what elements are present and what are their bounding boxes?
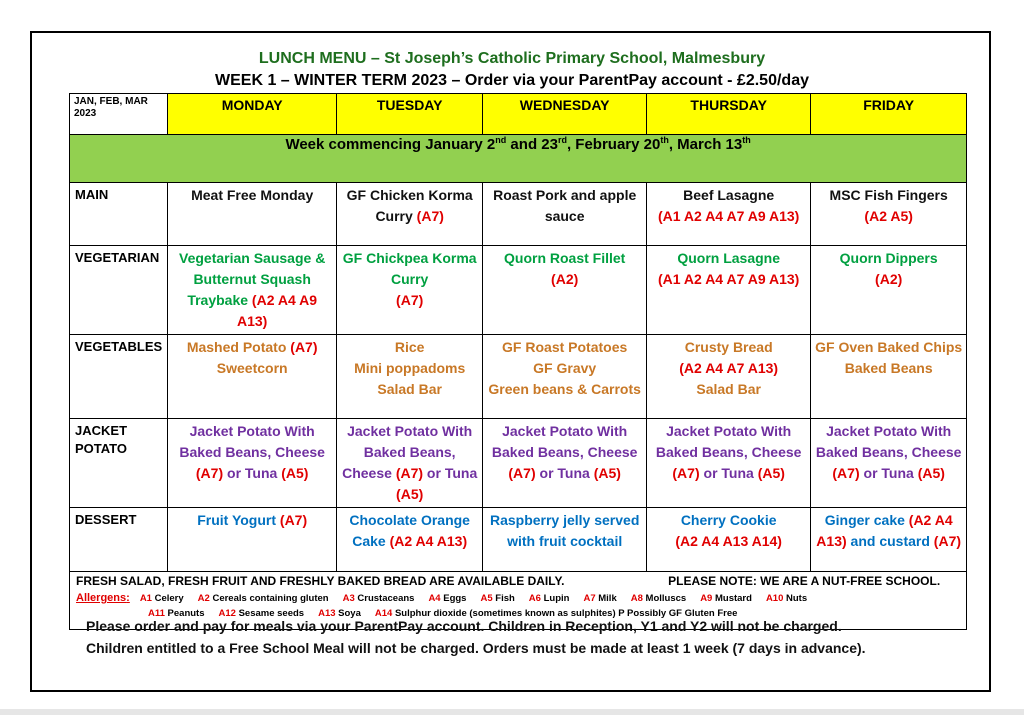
day-friday: FRIDAY	[811, 94, 967, 135]
menu-text: (A5)	[396, 486, 424, 502]
menu-row-main	[70, 183, 967, 246]
menu-cell	[483, 419, 647, 508]
menu-text: GF Chickpea Korma Curry	[342, 250, 477, 287]
menu-cell	[337, 508, 483, 572]
menu-text: Meat Free Monday	[191, 187, 314, 203]
menu-cell	[337, 419, 483, 508]
menu-cell	[811, 246, 967, 335]
menu-text: Crusty Bread	[684, 339, 773, 355]
menu-text: Quorn Roast Fillet	[504, 250, 626, 266]
menu-table	[69, 93, 967, 630]
menu-text: Mini poppadoms	[354, 360, 466, 376]
allergen-item: A8 Molluscs	[630, 593, 687, 604]
menu-text: (A7)	[933, 533, 962, 549]
menu-cell	[483, 246, 647, 335]
allergen-item: A14 Sulphur dioxide (sometimes known as sulphites) P Possibly GF Gluten Free	[374, 608, 738, 619]
menu-text: and custard	[846, 533, 934, 549]
menu-cell	[811, 419, 967, 508]
allergen-item: A7 Milk	[583, 593, 617, 604]
menu-cell	[811, 335, 967, 419]
row-label: DESSERT	[70, 508, 168, 572]
allergen-item: A5 Fish	[480, 593, 515, 604]
menu-text: (A7)	[672, 465, 700, 481]
menu-cell	[168, 246, 337, 335]
menu-text: or Tuna	[699, 465, 758, 481]
menu-cell	[647, 246, 811, 335]
menu-text: or Tuna	[535, 465, 594, 481]
menu-cell	[168, 419, 337, 508]
allergen-item: A4 Eggs	[428, 593, 467, 604]
menu-cell	[168, 508, 337, 572]
menu-text: GF Roast Potatoes	[502, 339, 628, 355]
menu-text: Salad Bar	[377, 381, 442, 397]
menu-text: (A5)	[917, 465, 945, 481]
menu-text: Vegetarian Sausage & Butternut Squash Traybake	[179, 250, 326, 308]
menu-text: (A2 A4 A9 A13)	[236, 292, 318, 329]
menu-row-dessert	[70, 508, 967, 572]
menu-text: (A2 A4 A13)	[389, 533, 468, 549]
menu-text: (A7)	[195, 465, 224, 481]
day-thursday: THURSDAY	[647, 94, 811, 135]
menu-text: (A7)	[416, 208, 444, 224]
menu-text: Quorn Lasagne	[677, 250, 781, 266]
page-bottom-edge	[0, 709, 1024, 715]
row-label: VEGETABLES	[70, 335, 168, 419]
menu-row-vegetarian	[70, 246, 967, 335]
menu-text: (A2 A4 A7 A13)	[679, 360, 779, 376]
menu-text: (A7)	[832, 465, 860, 481]
menu-cell	[483, 335, 647, 419]
fresh-note: FRESH SALAD, FRESH FRUIT AND FRESHLY BAKED BREAD ARE AVAILABLE DAILY.	[76, 574, 565, 588]
allergen-item: A3 Crustaceans	[342, 593, 415, 604]
menu-text: (A7)	[395, 465, 424, 481]
week-commencing-row	[70, 135, 967, 183]
free-meal-note: Children entitled to a Free School Meal will not be charged. Orders must be made at least 1 week (7 days in advance).	[86, 640, 866, 656]
menu-cell	[647, 419, 811, 508]
term-label: JAN, FEB, MAR 2023	[70, 94, 168, 135]
menu-cell	[647, 508, 811, 572]
menu-text: (A7)	[290, 339, 318, 355]
order-note: Please order and pay for meals via your ParentPay account. Children in Reception, Y1 and Y2 will not be charged.	[86, 618, 842, 634]
menu-text: Quorn Dippers	[839, 250, 938, 266]
week-commencing: Week commencing January 2nd and 23rd, February 20th, March 13th	[70, 135, 967, 183]
menu-text: (A5)	[757, 465, 785, 481]
menu-text: (A7)	[508, 465, 536, 481]
menu-text: Rice	[394, 339, 425, 355]
menu-cell	[337, 335, 483, 419]
menu-text: Baked Beans	[844, 360, 933, 376]
menu-text: Chocolate Orange Cake	[349, 512, 470, 549]
menu-text: Salad Bar	[696, 381, 761, 397]
row-label: MAIN	[70, 183, 168, 246]
menu-cell	[168, 183, 337, 246]
menu-text: Raspberry jelly served with fruit cocktail	[489, 512, 640, 549]
menu-text: (A2 A5)	[864, 208, 913, 224]
menu-text: Cherry Cookie	[680, 512, 777, 528]
menu-text: (A7)	[396, 292, 424, 308]
menu-text: Jacket Potato With Baked Beans, Cheese	[491, 423, 638, 460]
menu-text: or Tuna	[859, 465, 918, 481]
menu-text: Jacket Potato With Baked Beans, Cheese	[815, 423, 962, 460]
row-label: VEGETARIAN	[70, 246, 168, 335]
menu-cell	[337, 183, 483, 246]
day-monday: MONDAY	[168, 94, 337, 135]
menu-text: (A2)	[551, 271, 579, 287]
menu-text: Jacket Potato With Baked Beans, Cheese	[342, 423, 473, 481]
menu-title: LUNCH MENU – St Joseph’s Catholic Primary School, Malmesbury	[258, 50, 766, 67]
menu-text: Beef Lasagne	[683, 187, 775, 203]
menu-text: (A1 A2 A4 A7 A9 A13)	[658, 208, 800, 224]
day-wednesday: WEDNESDAY	[483, 94, 647, 135]
menu-cell	[483, 508, 647, 572]
menu-text: Green beans & Carrots	[488, 381, 641, 397]
menu-text: Mashed Potato	[186, 339, 291, 355]
menu-text: GF Oven Baked Chips	[815, 339, 963, 355]
menu-text: (A7)	[279, 512, 308, 528]
menu-cell	[811, 183, 967, 246]
menu-text: (A5)	[593, 465, 621, 481]
menu-text: Roast Pork and apple sauce	[493, 187, 637, 224]
menu-text: Jacket Potato With Baked Beans, Cheese	[655, 423, 802, 460]
menu-text: or Tuna	[423, 465, 478, 481]
menu-text: Sweetcorn	[216, 360, 288, 376]
allergen-item: A2 Cereals containing gluten	[197, 593, 329, 604]
row-label: JACKET POTATO	[70, 419, 168, 508]
day-tuesday: TUESDAY	[337, 94, 483, 135]
menu-cell	[337, 246, 483, 335]
menu-text: or Tuna	[223, 465, 282, 481]
menu-cell	[483, 183, 647, 246]
allergen-item: A6 Lupin	[528, 593, 570, 604]
allergen-item: A10 Nuts	[765, 593, 808, 604]
menu-text: Jacket Potato With Baked Beans, Cheese	[179, 423, 325, 460]
menu-text: (A2 A4 A13 A14)	[675, 533, 782, 549]
allergens-label: Allergens:	[76, 592, 130, 604]
allergen-key	[76, 591, 960, 621]
menu-cell	[811, 508, 967, 572]
menu-cell	[168, 335, 337, 419]
menu-text: Fruit Yogurt	[197, 512, 280, 528]
menu-text: GF Gravy	[533, 360, 597, 376]
day-header-row	[70, 94, 967, 135]
menu-text: MSC Fish Fingers	[829, 187, 948, 203]
menu-cell	[647, 183, 811, 246]
menu-row-vegetables	[70, 335, 967, 419]
menu-text: GF Chicken Korma Curry	[346, 187, 473, 224]
allergen-item: A9 Mustard	[700, 593, 752, 604]
menu-text: Ginger cake	[824, 512, 909, 528]
allergen-item: A13 Soya	[318, 608, 361, 619]
menu-text: (A1 A2 A4 A7 A9 A13)	[658, 271, 800, 287]
menu-row-jacket-potato	[70, 419, 967, 508]
menu-text: (A5)	[281, 465, 309, 481]
allergen-item: A11 Peanuts	[148, 608, 205, 619]
menu-text: (A2 A4 A13)	[816, 512, 953, 549]
allergen-item: A1 Celery	[139, 593, 184, 604]
menu-text: (A2)	[875, 271, 903, 287]
nut-free-note: PLEASE NOTE: WE ARE A NUT-FREE SCHOOL.	[668, 574, 941, 588]
menu-cell	[647, 335, 811, 419]
menu-subtitle: WEEK 1 – WINTER TERM 2023 – Order via your ParentPay account - £2.50/day	[215, 72, 809, 89]
allergen-item: A12 Sesame seeds	[218, 608, 305, 619]
